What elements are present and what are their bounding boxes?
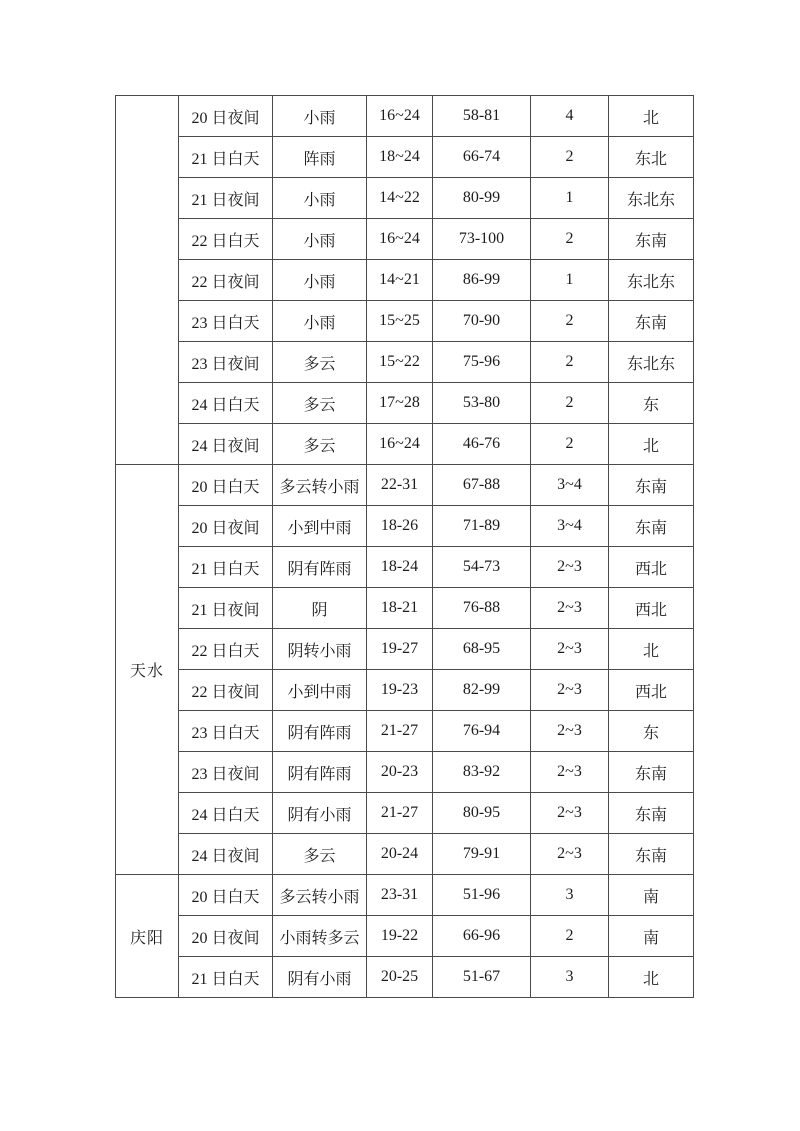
wind-dir-cell: 西北 — [609, 547, 694, 588]
wind-dir-cell: 东 — [609, 383, 694, 424]
date-cell: 20 日夜间 — [179, 96, 273, 137]
date-cell: 22 日白天 — [179, 219, 273, 260]
temp-cell: 21-27 — [367, 793, 433, 834]
date-cell: 24 日夜间 — [179, 834, 273, 875]
weather-cell: 阴有小雨 — [273, 793, 367, 834]
humidity-cell: 86-99 — [433, 260, 531, 301]
wind-dir-cell: 西北 — [609, 588, 694, 629]
table-row — [116, 219, 694, 260]
temp-cell: 21-27 — [367, 711, 433, 752]
weather-cell: 小雨 — [273, 260, 367, 301]
wind-force-cell: 2~3 — [531, 670, 609, 711]
wind-dir-cell: 南 — [609, 875, 694, 916]
wind-dir-cell: 东南 — [609, 465, 694, 506]
weather-cell: 小雨 — [273, 219, 367, 260]
temp-cell: 18-21 — [367, 588, 433, 629]
table-row — [116, 752, 694, 793]
table-row — [116, 96, 694, 137]
wind-force-cell: 2~3 — [531, 629, 609, 670]
temp-cell: 23-31 — [367, 875, 433, 916]
temp-cell: 17~28 — [367, 383, 433, 424]
weather-cell: 多云 — [273, 424, 367, 465]
temp-cell: 18-26 — [367, 506, 433, 547]
temp-cell: 18-24 — [367, 547, 433, 588]
table-row — [116, 793, 694, 834]
wind-dir-cell: 北 — [609, 96, 694, 137]
date-cell: 21 日白天 — [179, 547, 273, 588]
wind-dir-cell: 北 — [609, 629, 694, 670]
temp-cell: 18~24 — [367, 137, 433, 178]
table-row — [116, 137, 694, 178]
weather-cell: 阴转小雨 — [273, 629, 367, 670]
wind-dir-cell: 东北东 — [609, 342, 694, 383]
date-cell: 20 日夜间 — [179, 916, 273, 957]
weather-cell: 多云转小雨 — [273, 465, 367, 506]
wind-force-cell: 2 — [531, 342, 609, 383]
wind-dir-cell: 北 — [609, 957, 694, 998]
table-row — [116, 711, 694, 752]
location-cell: 庆阳 — [116, 875, 179, 998]
table-row — [116, 670, 694, 711]
date-cell: 20 日白天 — [179, 465, 273, 506]
location-cell — [116, 96, 179, 465]
wind-dir-cell: 东南 — [609, 506, 694, 547]
weather-cell: 小雨 — [273, 178, 367, 219]
table-row — [116, 424, 694, 465]
wind-force-cell: 2 — [531, 424, 609, 465]
wind-force-cell: 2~3 — [531, 588, 609, 629]
temp-cell: 22-31 — [367, 465, 433, 506]
weather-forecast-table — [115, 95, 694, 998]
wind-force-cell: 2~3 — [531, 752, 609, 793]
weather-cell: 阵雨 — [273, 137, 367, 178]
wind-force-cell: 2 — [531, 916, 609, 957]
date-cell: 24 日白天 — [179, 793, 273, 834]
weather-cell: 小雨转多云 — [273, 916, 367, 957]
humidity-cell: 73-100 — [433, 219, 531, 260]
humidity-cell: 53-80 — [433, 383, 531, 424]
table-row — [116, 301, 694, 342]
weather-cell: 阴有阵雨 — [273, 752, 367, 793]
wind-force-cell: 2~3 — [531, 711, 609, 752]
wind-dir-cell: 东南 — [609, 834, 694, 875]
humidity-cell: 66-96 — [433, 916, 531, 957]
humidity-cell: 67-88 — [433, 465, 531, 506]
date-cell: 21 日夜间 — [179, 178, 273, 219]
humidity-cell: 51-96 — [433, 875, 531, 916]
temp-cell: 20-23 — [367, 752, 433, 793]
weather-cell: 多云 — [273, 383, 367, 424]
humidity-cell: 54-73 — [433, 547, 531, 588]
temp-cell: 20-25 — [367, 957, 433, 998]
humidity-cell: 83-92 — [433, 752, 531, 793]
wind-force-cell: 3 — [531, 957, 609, 998]
wind-dir-cell: 东北东 — [609, 260, 694, 301]
humidity-cell: 80-99 — [433, 178, 531, 219]
date-cell: 20 日白天 — [179, 875, 273, 916]
weather-cell: 多云 — [273, 342, 367, 383]
table-row — [116, 834, 694, 875]
wind-force-cell: 2~3 — [531, 834, 609, 875]
table-row — [116, 547, 694, 588]
humidity-cell: 80-95 — [433, 793, 531, 834]
wind-dir-cell: 东北 — [609, 137, 694, 178]
date-cell: 21 日白天 — [179, 137, 273, 178]
date-cell: 22 日白天 — [179, 629, 273, 670]
table-row — [116, 342, 694, 383]
humidity-cell: 82-99 — [433, 670, 531, 711]
humidity-cell: 76-88 — [433, 588, 531, 629]
table-row — [116, 957, 694, 998]
temp-cell: 15~25 — [367, 301, 433, 342]
humidity-cell: 51-67 — [433, 957, 531, 998]
temp-cell: 19-23 — [367, 670, 433, 711]
date-cell: 23 日白天 — [179, 301, 273, 342]
wind-force-cell: 4 — [531, 96, 609, 137]
weather-cell: 小雨 — [273, 96, 367, 137]
wind-dir-cell: 南 — [609, 916, 694, 957]
wind-force-cell: 3~4 — [531, 506, 609, 547]
humidity-cell: 71-89 — [433, 506, 531, 547]
date-cell: 23 日夜间 — [179, 752, 273, 793]
wind-force-cell: 3 — [531, 875, 609, 916]
table-row — [116, 465, 694, 506]
table-row — [116, 178, 694, 219]
weather-cell: 小到中雨 — [273, 670, 367, 711]
humidity-cell: 75-96 — [433, 342, 531, 383]
date-cell: 21 日夜间 — [179, 588, 273, 629]
location-cell: 天水 — [116, 465, 179, 875]
weather-cell: 多云转小雨 — [273, 875, 367, 916]
wind-force-cell: 2 — [531, 301, 609, 342]
wind-force-cell: 2 — [531, 219, 609, 260]
wind-force-cell: 1 — [531, 260, 609, 301]
wind-dir-cell: 北 — [609, 424, 694, 465]
weather-cell: 多云 — [273, 834, 367, 875]
weather-cell: 阴有阵雨 — [273, 711, 367, 752]
wind-dir-cell: 东南 — [609, 301, 694, 342]
temp-cell: 15~22 — [367, 342, 433, 383]
date-cell: 24 日夜间 — [179, 424, 273, 465]
wind-dir-cell: 东南 — [609, 793, 694, 834]
table-row — [116, 588, 694, 629]
date-cell: 21 日白天 — [179, 957, 273, 998]
date-cell: 22 日夜间 — [179, 260, 273, 301]
wind-force-cell: 2~3 — [531, 547, 609, 588]
weather-cell: 阴 — [273, 588, 367, 629]
forecast-table-body — [116, 96, 694, 998]
table-row — [116, 875, 694, 916]
temp-cell: 19-22 — [367, 916, 433, 957]
temp-cell: 19-27 — [367, 629, 433, 670]
weather-cell: 阴有阵雨 — [273, 547, 367, 588]
wind-dir-cell: 东 — [609, 711, 694, 752]
humidity-cell: 68-95 — [433, 629, 531, 670]
temp-cell: 16~24 — [367, 219, 433, 260]
wind-dir-cell: 东南 — [609, 752, 694, 793]
table-row — [116, 916, 694, 957]
temp-cell: 14~21 — [367, 260, 433, 301]
wind-force-cell: 2 — [531, 137, 609, 178]
humidity-cell: 66-74 — [433, 137, 531, 178]
temp-cell: 20-24 — [367, 834, 433, 875]
table-row — [116, 383, 694, 424]
wind-dir-cell: 西北 — [609, 670, 694, 711]
date-cell: 24 日白天 — [179, 383, 273, 424]
temp-cell: 16~24 — [367, 96, 433, 137]
weather-cell: 阴有小雨 — [273, 957, 367, 998]
wind-force-cell: 2 — [531, 383, 609, 424]
date-cell: 20 日夜间 — [179, 506, 273, 547]
humidity-cell: 76-94 — [433, 711, 531, 752]
table-row — [116, 629, 694, 670]
temp-cell: 16~24 — [367, 424, 433, 465]
weather-cell: 小到中雨 — [273, 506, 367, 547]
table-row — [116, 506, 694, 547]
date-cell: 23 日白天 — [179, 711, 273, 752]
date-cell: 23 日夜间 — [179, 342, 273, 383]
wind-force-cell: 1 — [531, 178, 609, 219]
date-cell: 22 日夜间 — [179, 670, 273, 711]
humidity-cell: 58-81 — [433, 96, 531, 137]
weather-cell: 小雨 — [273, 301, 367, 342]
wind-dir-cell: 东南 — [609, 219, 694, 260]
table-row — [116, 260, 694, 301]
wind-force-cell: 2~3 — [531, 793, 609, 834]
humidity-cell: 79-91 — [433, 834, 531, 875]
temp-cell: 14~22 — [367, 178, 433, 219]
humidity-cell: 70-90 — [433, 301, 531, 342]
humidity-cell: 46-76 — [433, 424, 531, 465]
wind-force-cell: 3~4 — [531, 465, 609, 506]
wind-dir-cell: 东北东 — [609, 178, 694, 219]
